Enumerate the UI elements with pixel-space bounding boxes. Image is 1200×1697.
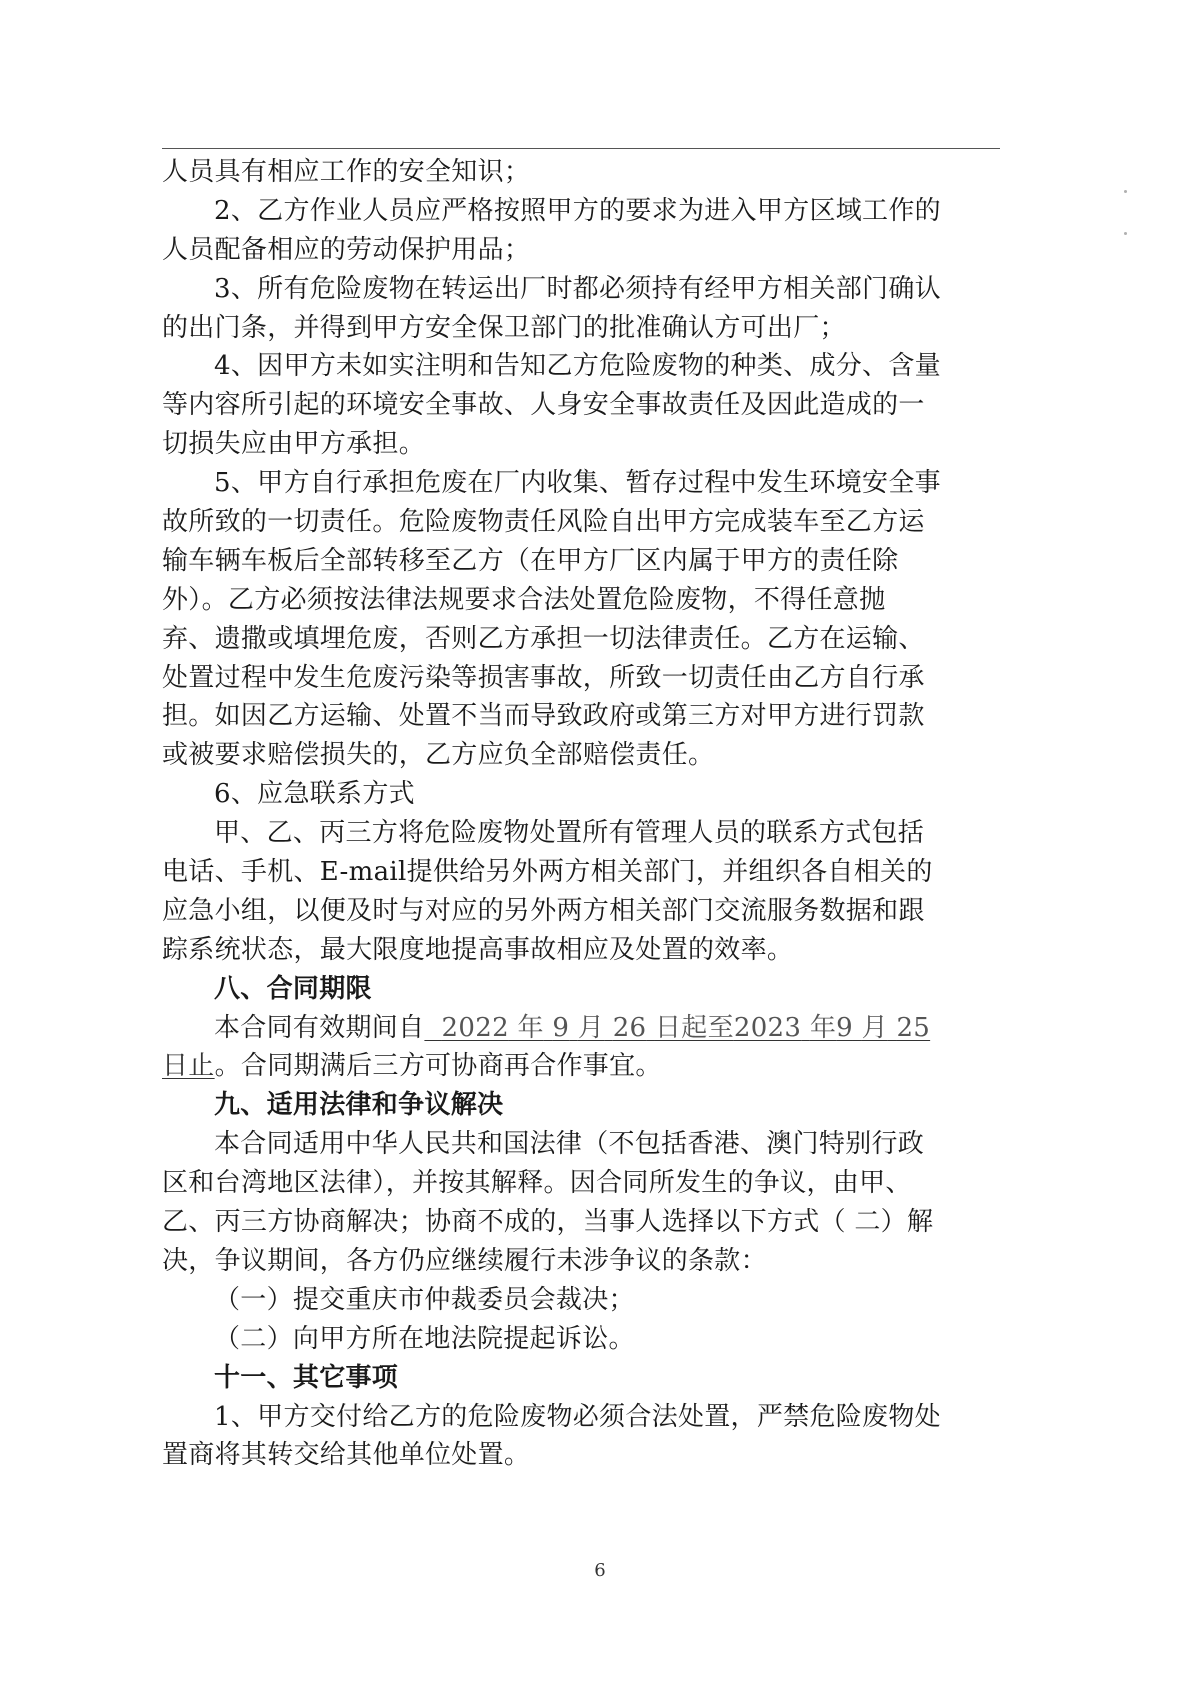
clause-4-line-2: 等内容所引起的环境安全事故、人身安全事故责任及因此造成的一 [162,390,925,421]
section-9-heading: 九、适用法律和争议解决 [214,1090,504,1121]
law-line-3: 乙、丙三方协商解决；协商不成的，当事人选择以下方式（ 二）解 [162,1207,934,1238]
period-prefix: 本合同有效期间自 [214,1012,425,1043]
day-end: 日止 [162,1051,215,1082]
year-char-1: 年 [517,1012,544,1043]
clause-6-line-3: 应急小组，以便及时与对应的另外两方相关部门交流服务数据和跟 [162,895,925,926]
contract-period-line-2 [162,1047,1002,1086]
end-year: 2023 [733,1012,802,1043]
start-month: 9 [552,1012,570,1043]
law-line-4: 决，争议期间，各方仍应继续履行未涉争议的条款： [162,1245,767,1276]
contract-period-blank [424,1013,930,1043]
month-char-1: 月 [577,1012,605,1043]
contract-page-body [162,153,1002,1475]
clause-6-line-4: 踪系统状态，最大限度地提高事故相应及处置的效率。 [162,934,794,965]
clause-5-line-8: 或被要求赔偿损失的，乙方应负全部赔偿责任。 [162,740,715,771]
section-8-heading: 八、合同期限 [214,973,372,1004]
clause-4-line-3: 切损失应由甲方承担。 [162,429,426,460]
clause-5-line-3: 输车辆车板后全部转移至乙方（在甲方厂区内属于甲方的责任除 [162,545,899,576]
clause-6-line-2: 电话、手机、E-mail提供给另外两方相关部门，并组织各自相关的 [162,857,933,888]
section-11-heading: 十一、其它事项 [214,1362,399,1393]
end-day: 25 [896,1012,931,1043]
other-line-1: 1、甲方交付给乙方的危险废物必须合法处置，严禁危险废物处 [214,1401,941,1432]
period-suffix: 。合同期满后三方可协商再合作事宜。 [214,1051,662,1082]
clause-6-line-1: 甲、乙、丙三方将危险废物处置所有管理人员的联系方式包括 [214,818,925,849]
day-from: 日起至 [654,1012,734,1043]
header-rule [162,148,1000,149]
clause-5-line-1: 5、甲方自行承担危废在厂内收集、暂存过程中发生环境安全事 [214,468,941,499]
clause-5-line-5: 弃、遗撒或填埋危废，否则乙方承担一切法律责任。乙方在运输、 [162,623,925,654]
dispute-option-1: （一）提交重庆市仲裁委员会裁决； [214,1284,635,1315]
clause-6-title: 6、应急联系方式 [214,779,415,810]
start-day: 26 [612,1012,647,1043]
clause-3-line-1: 3、所有危险废物在转运出厂时都必须持有经甲方相关部门确认 [214,273,941,304]
clause-5-line-7: 担。如因乙方运输、处置不当而导致政府或第三方对甲方进行罚款 [162,701,925,732]
month-char-2: 月 [861,1012,888,1043]
other-line-2: 置商将其转交给其他单位处置。 [162,1440,531,1471]
clause-5-line-4: 外）。乙方必须按法律法规要求合法处置危险废物，不得任意抛 [162,584,886,615]
law-line-2: 区和台湾地区法律），并按其解释。因合同所发生的争议，由甲、 [162,1168,912,1199]
clause-2-line-1: 2、乙方作业人员应严格按照甲方的要求为进入甲方区域工作的 [214,195,941,226]
clause-3-line-2: 的出门条，并得到甲方安全保卫部门的批准确认方可出厂； [162,312,846,343]
end-month: 9 [836,1012,853,1043]
year-char-2: 年 [809,1012,837,1043]
scan-speck [1124,190,1127,193]
clause-4-line-1: 4、因甲方未如实注明和告知乙方危险废物的种类、成分、含量 [214,351,941,382]
start-year: 2022 [441,1012,509,1043]
dispute-option-2: （二）向甲方所在地法院提起诉讼。 [214,1323,635,1354]
clause-2-line-2: 人员配备相应的劳动保护用品； [162,234,531,265]
clause-5-line-6: 处置过程中发生危废污染等损害事故，所致一切责任由乙方自行承 [162,662,925,693]
clause-5-line-2: 故所致的一切责任。危险废物责任风险自出甲方完成装车至乙方运 [162,507,925,538]
contract-period-line [162,1009,1002,1048]
scan-speck [1124,232,1127,235]
page-number: 6 [594,1560,606,1581]
law-line-1: 本合同适用中华人民共和国法律（不包括香港、澳门特别行政 [214,1129,925,1160]
body-line-1: 人员具有相应工作的安全知识； [162,157,531,187]
